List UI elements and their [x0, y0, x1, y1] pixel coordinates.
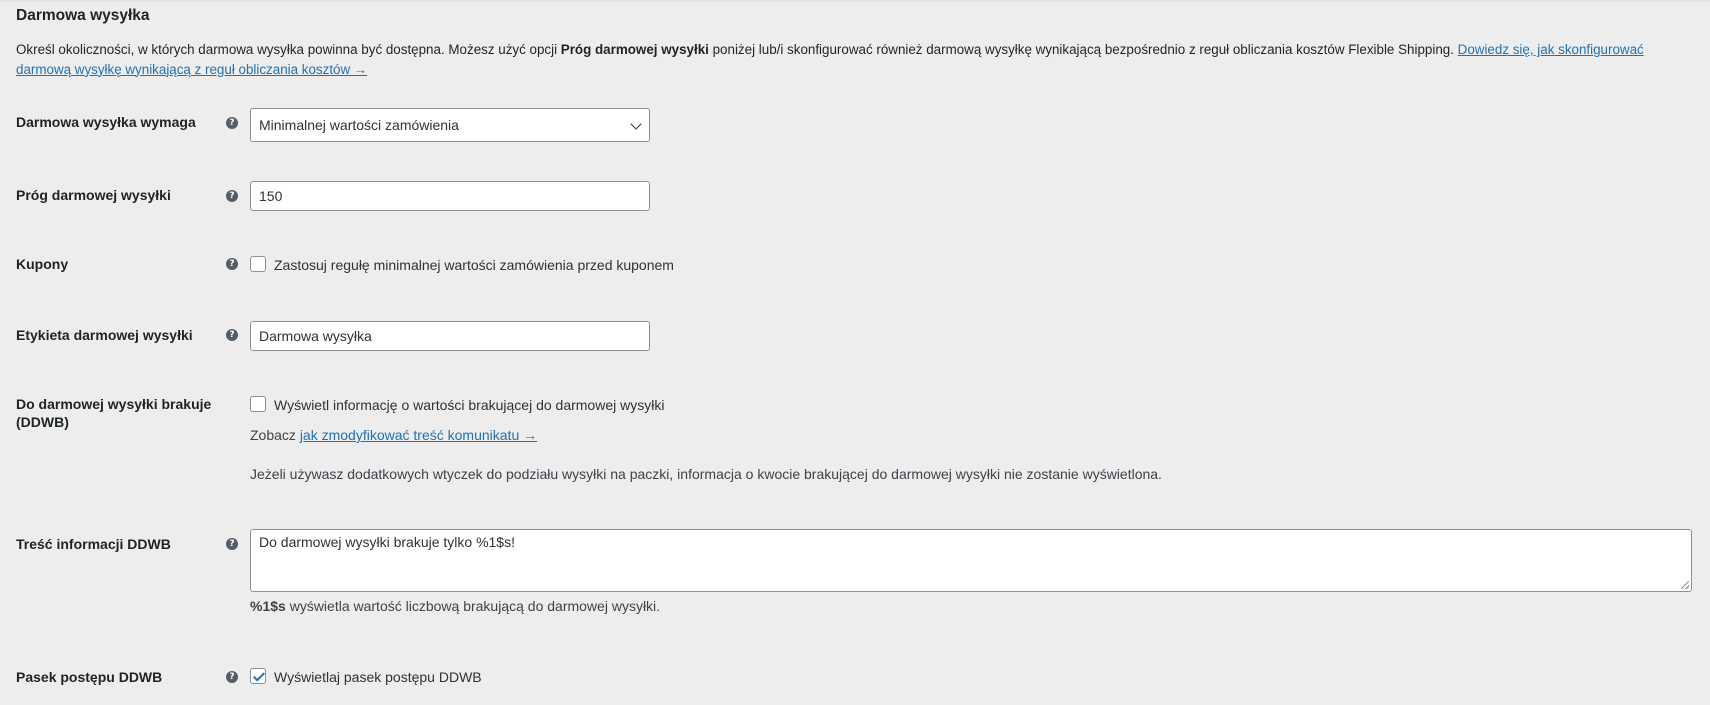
question-mark-icon[interactable]: ?: [226, 258, 238, 270]
question-mark-icon[interactable]: ?: [226, 329, 238, 341]
ddwb-hint-text: wyświetla wartość liczbową brakującą do darmowej wysyłki.: [285, 598, 661, 614]
requires-select-value: Minimalnej wartości zamówienia: [259, 117, 459, 133]
modify-message-link[interactable]: jak zmodyfikować treść komunikatu →: [299, 427, 538, 443]
question-mark-icon[interactable]: ?: [226, 117, 238, 129]
ddwb-text-textarea[interactable]: [250, 529, 1692, 592]
ddwb-checkbox-label[interactable]: Wyświetl informację o wartości brakującej do darmowej wysyłki: [274, 397, 665, 413]
intro-text-1: Określ okoliczności, w których darmowa wysyłka powinna być dostępna. Możesz użyć opcji: [16, 42, 561, 57]
chevron-down-icon: [630, 118, 641, 129]
top-divider: [0, 0, 1710, 2]
ddwb-note: Jeżeli używasz dodatkowych wtyczek do podziału wysyłki na paczki, informacja o kwocie brakującej do darmowej wysyłki nie zostanie wyświetlona.: [250, 466, 1162, 482]
ddwb-text-label: Treść informacji DDWB: [16, 536, 171, 552]
resize-grip-icon[interactable]: [1681, 581, 1689, 589]
ddwb-label: [16, 395, 211, 431]
threshold-input[interactable]: 150: [250, 181, 650, 211]
coupons-label: Kupony: [16, 256, 69, 272]
intro-text-2: poniżej lub/i skonfigurować również darmową wysyłkę wynikającą bezpośrednio z reguł obliczania kosztów Flexible Shipping.: [708, 42, 1458, 57]
ddwb-text-hint: [250, 597, 660, 615]
intro-bold: Próg darmowej wysyłki: [560, 42, 709, 57]
ddwb-see-prefix: Zobacz: [250, 427, 300, 443]
ddwb-see-text: [250, 426, 537, 444]
ddwb-text-value: Do darmowej wysyłki brakuje tylko %1$s!: [259, 534, 515, 550]
free-shipping-label-label: Etykieta darmowej wysyłki: [16, 327, 193, 343]
ddwb-checkbox[interactable]: [250, 396, 266, 412]
learn-more-link[interactable]: Dowiedz się, jak skonfigurować darmową wysyłkę wynikającą z reguł obliczania kosztów →: [16, 42, 1644, 77]
section-title: Darmowa wysyłka: [16, 7, 150, 24]
question-mark-icon[interactable]: ?: [226, 671, 238, 683]
ddwb-label-line1: Do darmowej wysyłki brakuje: [16, 396, 212, 412]
progress-bar-checkbox[interactable]: [250, 668, 266, 684]
requires-label: Darmowa wysyłka wymaga: [16, 114, 196, 130]
free-shipping-label-input[interactable]: Darmowa wysyłka: [250, 321, 650, 351]
threshold-label: Próg darmowej wysyłki: [16, 187, 171, 203]
coupons-checkbox[interactable]: [250, 256, 266, 272]
ddwb-label-line2: (DDWB): [16, 414, 69, 430]
coupons-checkbox-label[interactable]: Zastosuj regułę minimalnej wartości zamówienia przed kuponem: [274, 257, 674, 273]
progress-bar-label: Pasek postępu DDWB: [16, 669, 163, 685]
question-mark-icon[interactable]: ?: [226, 538, 238, 550]
progress-bar-checkbox-label[interactable]: Wyświetlaj pasek postępu DDWB: [274, 669, 482, 685]
question-mark-icon[interactable]: ?: [226, 190, 238, 202]
ddwb-hint-placeholder: %1$s: [250, 598, 286, 614]
section-description: [16, 40, 1676, 79]
requires-select[interactable]: [250, 108, 650, 142]
